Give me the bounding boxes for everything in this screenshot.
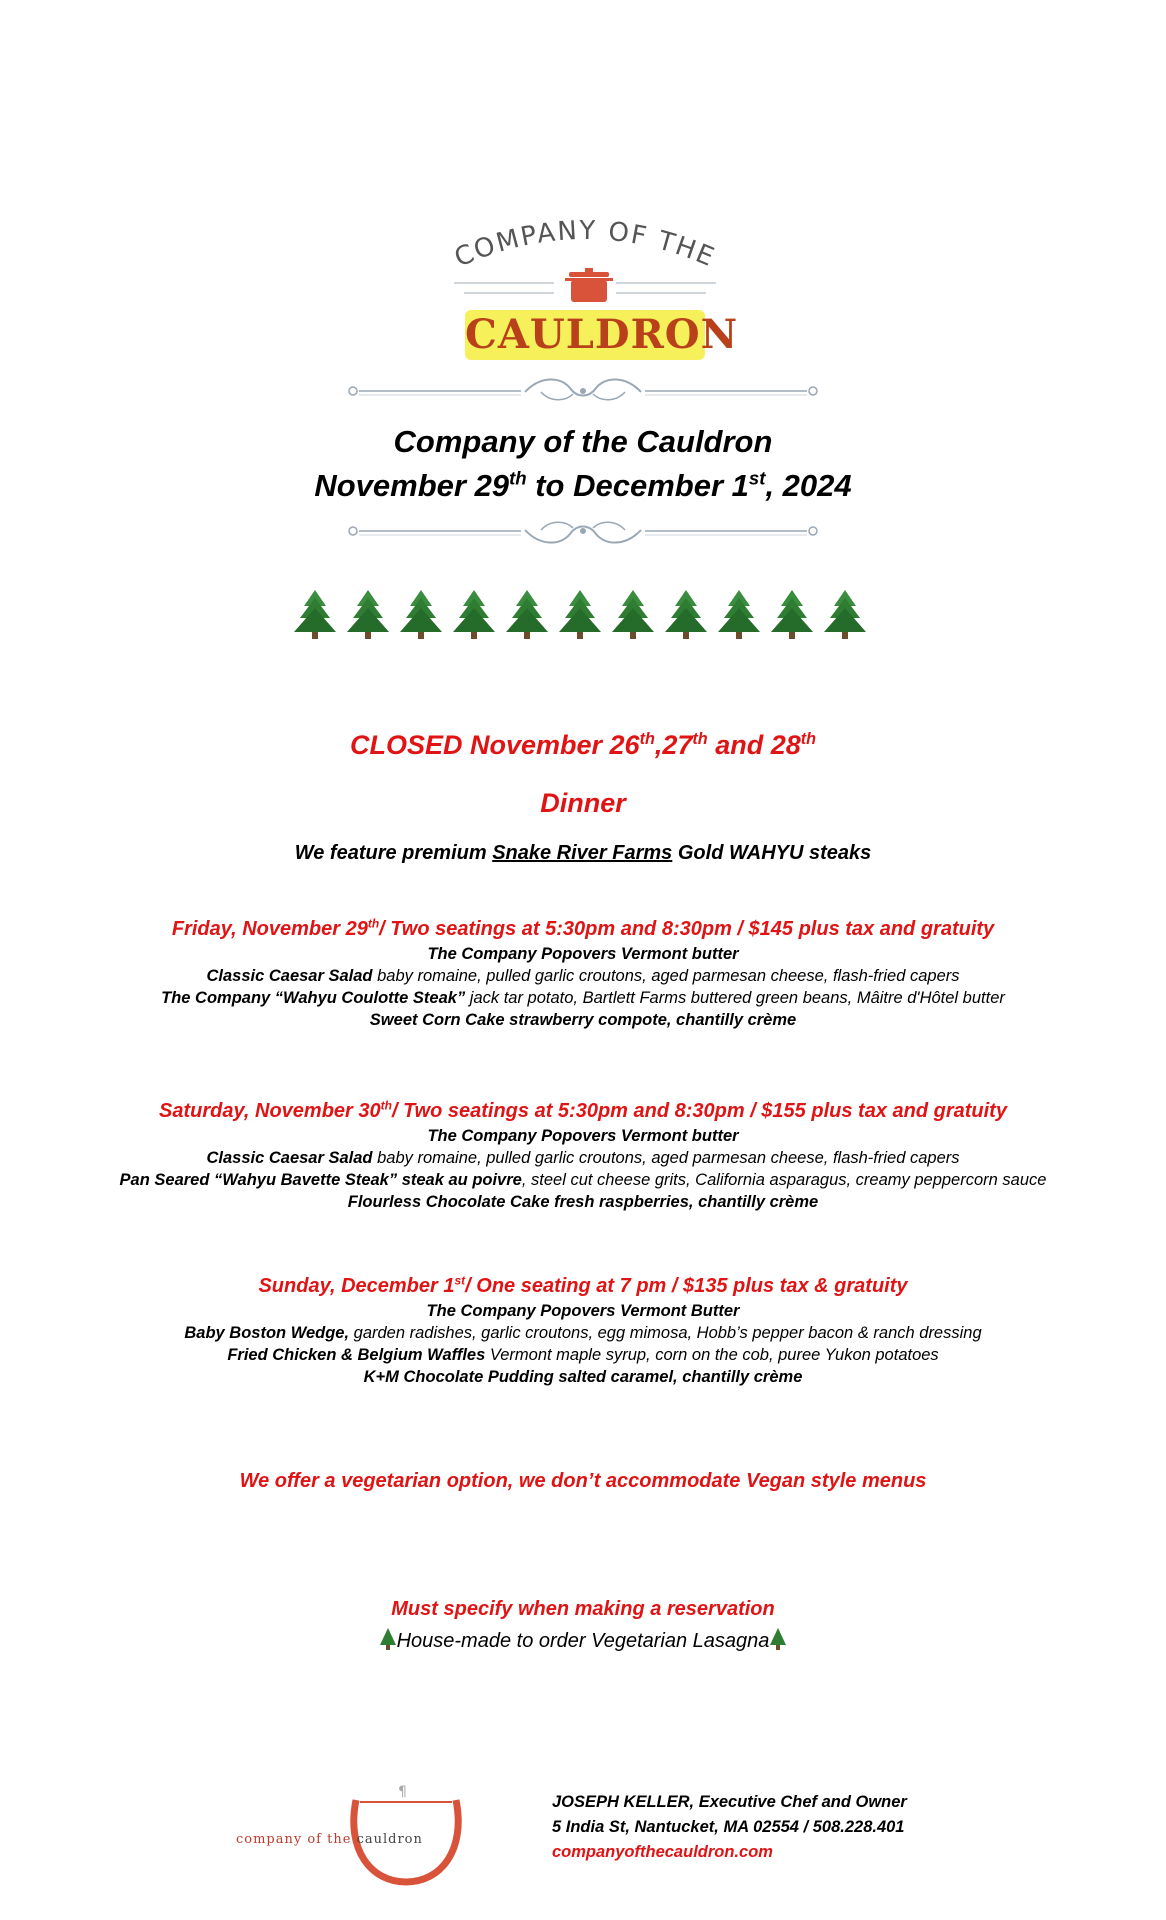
cauldron-logo [440,214,739,364]
menu-line: Baby Boston Wedge, garden radishes, garlic croutons, egg mimosa, Hobb’s pepper bacon & ranch dressing [184,1324,982,1342]
menu-section-friday [0,918,1166,1030]
menu-line: Classic Caesar Salad baby romaine, pulled garlic croutons, aged parmesan cheese, flash-fried capers [206,967,960,985]
menu-line: Sweet Corn Cake strawberry compote, chantilly crème [369,1011,797,1029]
menu-line: The Company Popovers Vermont Butter [426,1302,740,1320]
tree-icon [769,1628,787,1650]
christmas-tree-icon [663,590,709,640]
menu-line: Classic Caesar Salad baby romaine, pulled garlic croutons, aged parmesan cheese, flash-fried capers [206,1149,960,1167]
christmas-tree-icon [398,590,444,640]
logo-top-text: COMPANY OF THE [450,215,720,274]
logo-stripe [616,292,706,294]
menu-line: K+M Chocolate Pudding salted caramel, chantilly crème [363,1368,803,1386]
lasagna-line: House-made to order Vegetarian Lasagna [0,1628,1166,1653]
menu-line: Pan Seared “Wahyu Bavette Steak” steak au poivre, steel cut cheese grits, California asparagus, creamy peppercorn sauce [119,1171,1047,1189]
logo-stripe [464,292,554,294]
section-heading: Saturday, November 30th/ Two seatings at 5:30pm and 8:30pm / $155 plus tax and gratuity [159,1098,1007,1122]
menu-line: Fried Chicken & Belgium Waffles Vermont maple syrup, corn on the cob, puree Yukon potatoes [227,1346,939,1364]
menu-line: The Company “Wahyu Coulotte Steak” jack tar potato, Bartlett Farms buttered green beans, Mâitre d'Hôtel butter [161,989,1005,1007]
flourish-divider [345,516,821,546]
feature-line: We feature premium Snake River Farms Gold WAHYU steaks [294,842,872,864]
section-heading: Sunday, December 1st/ One seating at 7 pm / $135 plus tax & gratuity [258,1273,908,1297]
menu-section-sunday [0,1275,1166,1387]
event-dates: November 29th to December 1st, 2024 [314,467,852,503]
christmas-tree-icon [557,590,603,640]
website-link[interactable]: companyofthecauldron.com [552,1843,773,1861]
christmas-tree-icon [822,590,868,640]
cauldron-pot-icon [565,268,613,304]
closed-notice: CLOSED November 26th,27th and 28th [349,730,817,760]
christmas-tree-icon [345,590,391,640]
footer-info [552,1790,907,1865]
christmas-tree-icon [292,590,338,640]
address: 5 India St, Nantucket, MA 02554 / 508.228.401 [552,1818,905,1836]
christmas-tree-icon [769,590,815,640]
menu-line: The Company Popovers Vermont butter [427,1127,739,1145]
menu-section-saturday [0,1100,1166,1212]
tree-icon [379,1628,397,1650]
christmas-trees-row [292,590,882,640]
menu-line: The Company Popovers Vermont butter [427,945,739,963]
logo-main-word: CAULDRON [465,311,739,358]
logo-stripe [454,282,554,284]
section-heading: Friday, November 29th/ Two seatings at 5:30pm and 8:30pm / $145 plus tax and gratuity [171,916,995,940]
footer-logo-text: company of the cauldron [236,1832,423,1847]
christmas-tree-icon [451,590,497,640]
christmas-tree-icon [610,590,656,640]
dinner-heading: Dinner [540,788,626,818]
reservation-note: Must specify when making a reservation [391,1598,775,1620]
chef-name: JOSEPH KELLER, Executive Chef and Owner [552,1793,907,1811]
christmas-tree-icon [716,590,762,640]
svg-text:COMPANY OF THE [450,216,719,274]
logo-arc-text [440,214,730,274]
page-title: Company of the Cauldron [393,424,773,459]
logo-stripe [616,282,716,284]
christmas-tree-icon [504,590,550,640]
footer-logo [236,1780,466,1890]
flourish-divider [345,376,821,406]
menu-line: Flourless Chocolate Cake fresh raspberries, chantilly crème [347,1193,819,1211]
vegetarian-note: We offer a vegetarian option, we don’t accommodate Vegan style menus [239,1470,927,1492]
svg-text:¶: ¶ [398,1784,407,1800]
